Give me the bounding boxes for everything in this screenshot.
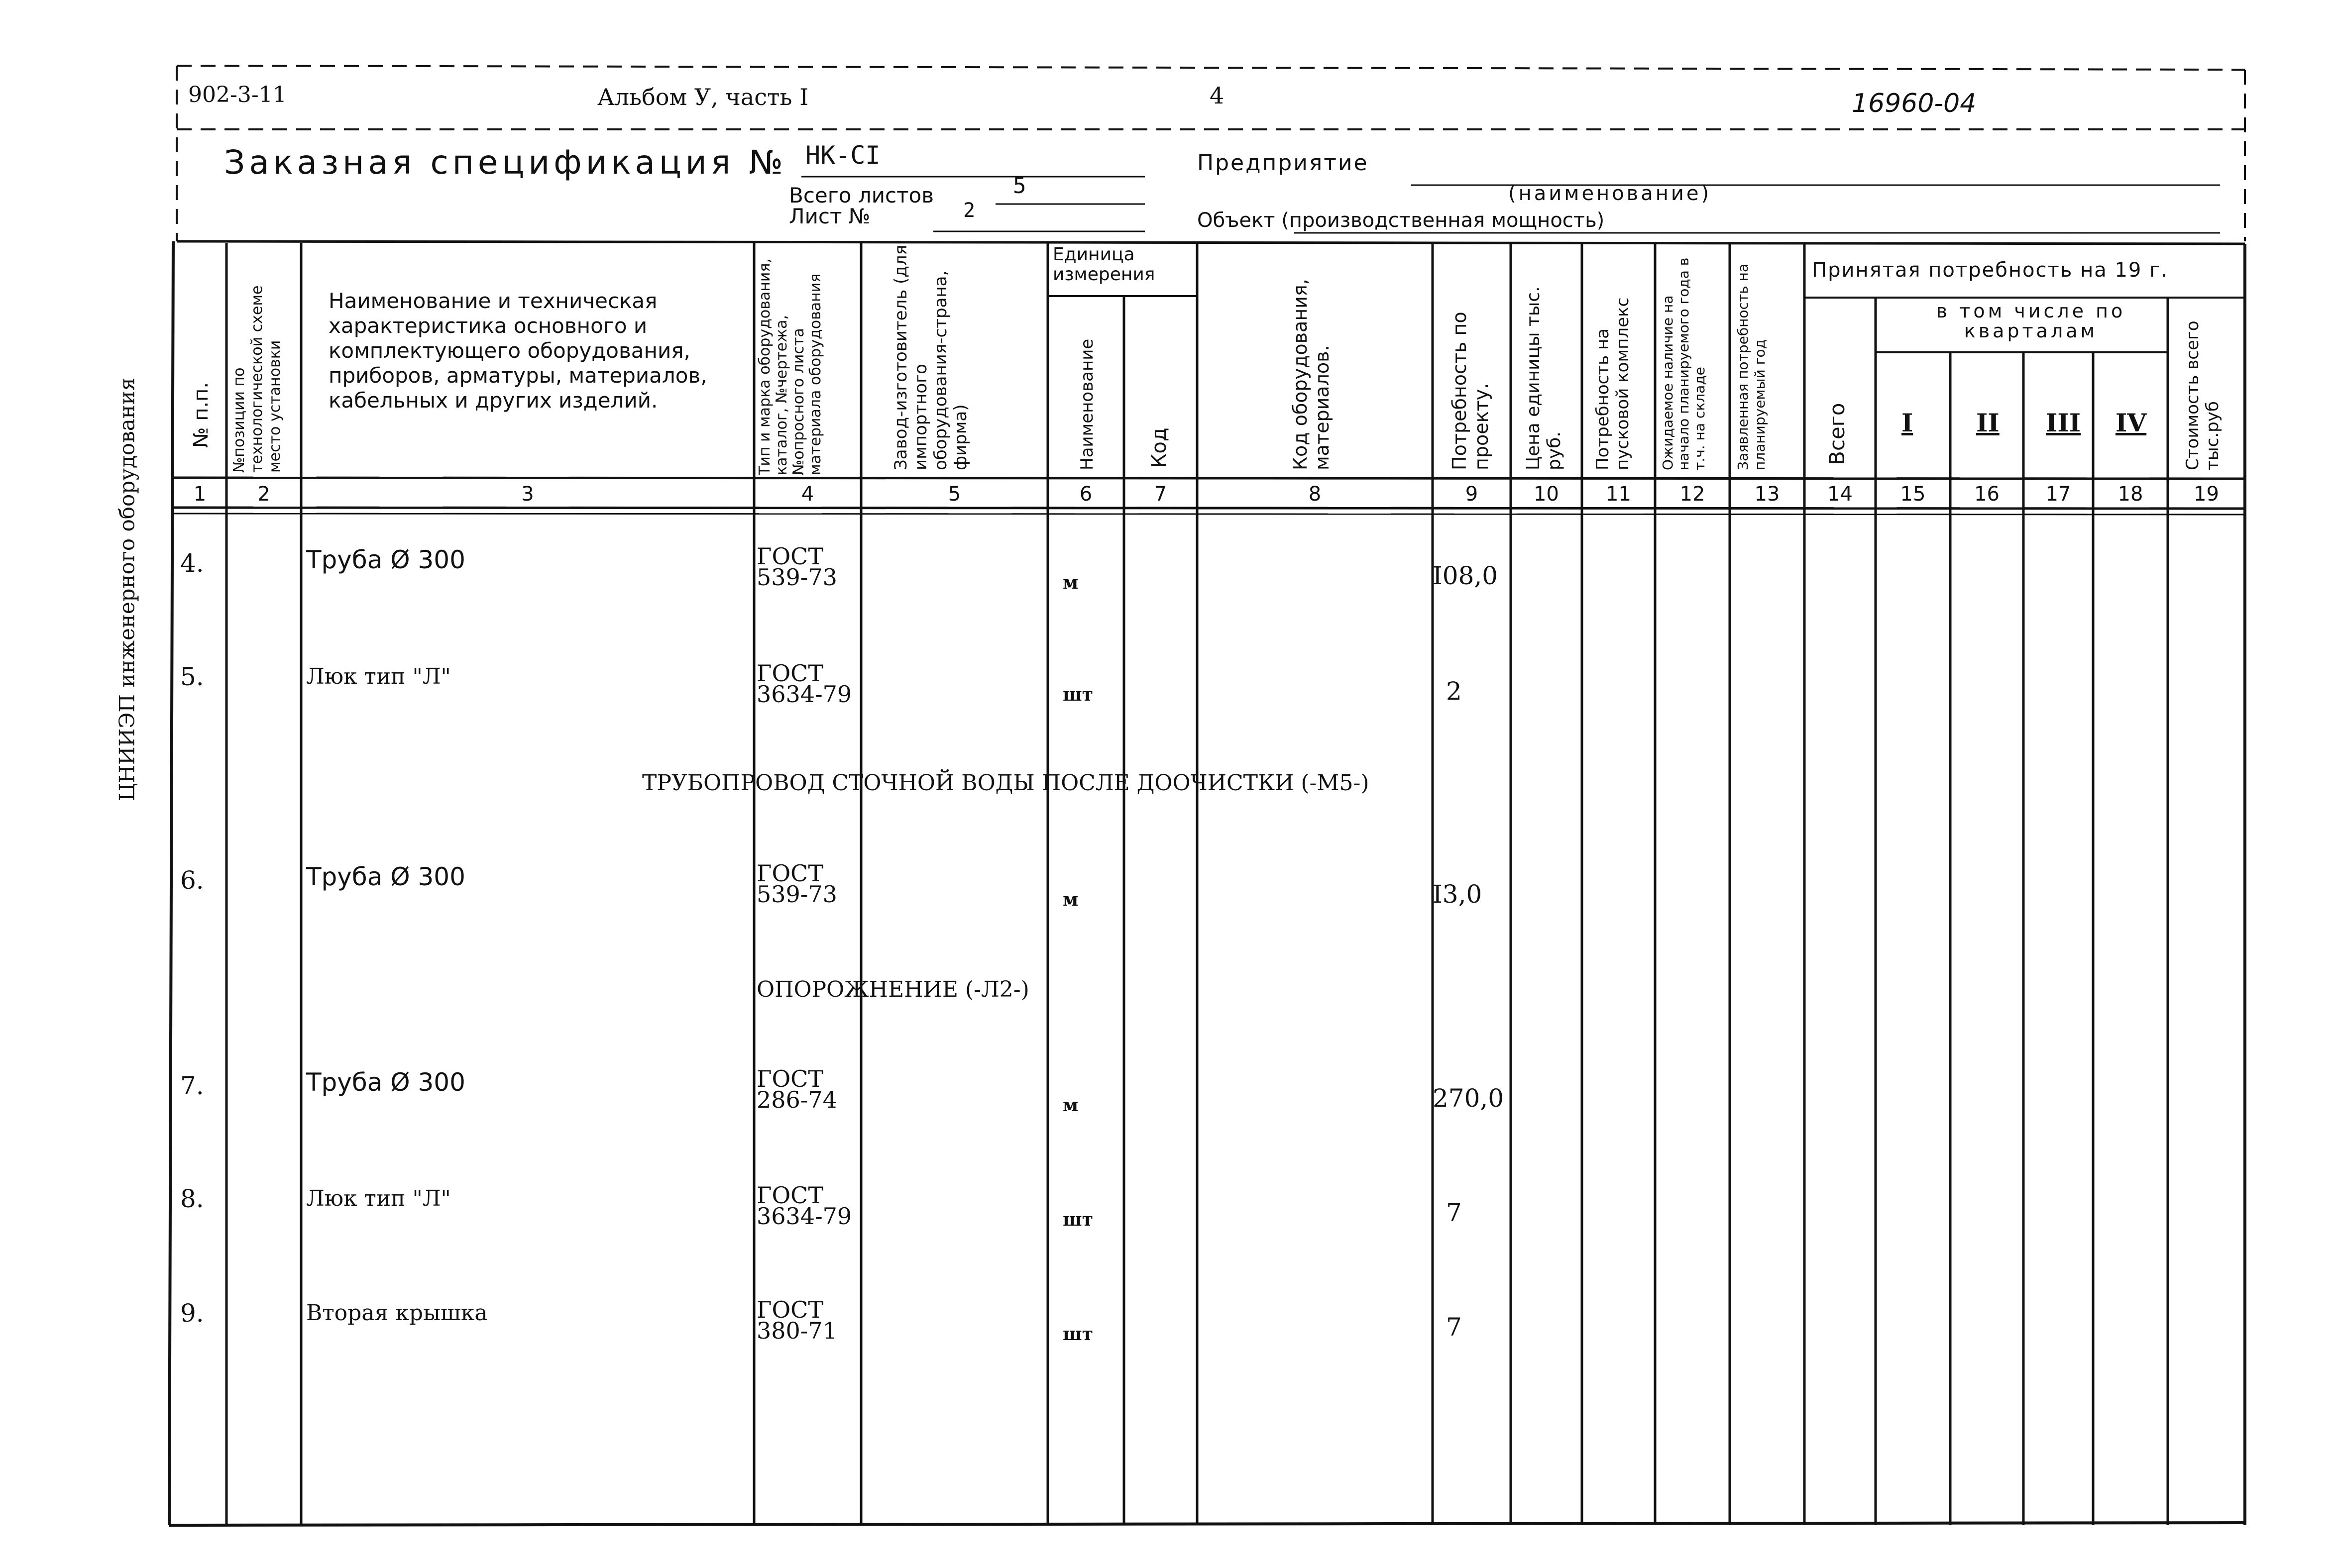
item-name: Люк тип "Л" — [306, 1186, 451, 1211]
col-number: 7 — [1154, 483, 1167, 506]
gost-number: 380-71 — [757, 1317, 837, 1344]
spec-title: Заказная спецификация № — [224, 143, 787, 182]
gost-label: ГОСТ — [757, 1182, 824, 1209]
col-6-header: Наименование — [1077, 338, 1097, 470]
col-8-header: Код оборудования, материалов. — [1289, 279, 1333, 470]
col-18-header: IV — [2115, 408, 2147, 437]
col-number: 18 — [2117, 483, 2143, 506]
row-number: 8. — [180, 1184, 204, 1213]
sheet-label: Лист № — [789, 204, 871, 228]
gost-number: 539-73 — [757, 881, 837, 908]
col-9-header: Потребность по проекту. — [1448, 312, 1492, 470]
quantity: I08,0 — [1433, 561, 1498, 590]
col-17-header: III — [2046, 408, 2081, 437]
unit: шт — [1063, 1209, 1093, 1230]
col-number: 19 — [2194, 483, 2219, 506]
col-1-header: № п.п. — [190, 382, 213, 448]
col-5-header: Завод-изготовитель (для импортного оборудования-страна, фирма) — [891, 244, 971, 470]
col-number: 14 — [1827, 483, 1853, 506]
col-12-header: Ожидаемое наличие на начало планируемого года в т.ч. на складе — [1660, 257, 1708, 470]
col-number: 9 — [1465, 483, 1478, 506]
gost-number: 3634-79 — [757, 1203, 852, 1230]
col-4-header: Тип и марка оборудования, каталог, №чертежа, №опросного листа материала оборудования — [756, 258, 824, 475]
object-label: Объект (производственная мощность) — [1197, 209, 1605, 232]
unit: м — [1063, 572, 1079, 593]
section-header: ОПОРОЖНЕНИЕ (-Л2-) — [757, 977, 1029, 1002]
row-number: 4. — [180, 549, 204, 578]
col-16-header: II — [1976, 408, 2000, 437]
quantity: 270,0 — [1433, 1084, 1504, 1113]
col-10-header: Цена единицы тыс. руб. — [1523, 286, 1564, 470]
item-name: Труба Ø 300 — [306, 862, 465, 891]
col-number: 11 — [1606, 483, 1631, 506]
unit: шт — [1063, 1324, 1093, 1345]
gost-number: 286-74 — [757, 1086, 837, 1113]
col-number: 12 — [1679, 483, 1705, 506]
quantity: I3,0 — [1433, 880, 1482, 909]
unit-group-header: Единица измерения — [1053, 244, 1155, 285]
unit: м — [1063, 889, 1079, 910]
col-number: 13 — [1754, 483, 1780, 506]
col-number: 17 — [2045, 483, 2071, 506]
col-number: 6 — [1079, 483, 1093, 506]
gost-label: ГОСТ — [757, 1065, 824, 1092]
gost-label: ГОСТ — [757, 860, 824, 887]
row-number: 6. — [180, 866, 204, 895]
page-number: 4 — [1210, 82, 1225, 109]
enterprise-caption: (наименование) — [1508, 182, 1712, 205]
reference-number: 16960-04 — [1852, 89, 1977, 118]
col-11-header: Потребность на пусковой комплекс — [1593, 297, 1633, 470]
item-name: Труба Ø 300 — [306, 1068, 465, 1097]
gost-label: ГОСТ — [757, 1296, 824, 1323]
gost-label: ГОСТ — [757, 660, 824, 687]
col-number: 10 — [1534, 483, 1559, 506]
col-number: 4 — [801, 483, 814, 506]
row-number: 9. — [180, 1299, 204, 1328]
accepted-header: Принятая потребность на 19 г. — [1812, 259, 2168, 282]
spec-number: НК-CI — [805, 141, 881, 170]
doc-code: 902-3-11 — [188, 82, 287, 107]
sheet-value: 2 — [963, 199, 976, 222]
row-number: 5. — [180, 662, 204, 691]
item-name: Труба Ø 300 — [306, 545, 465, 574]
col-13-header: Заявленная потребность на планируемый год — [1735, 263, 1768, 470]
section-header: ТРУБОПРОВОД СТОЧНОЙ ВОДЫ ПОСЛЕ ДООЧИСТКИ (-М5-) — [642, 770, 1369, 796]
gost-label: ГОСТ — [757, 543, 824, 570]
quantity: 7 — [1446, 1198, 1462, 1227]
quarters-group-header: в том числе по кварталам — [1936, 300, 2126, 342]
total-sheets-value: 5 — [1013, 173, 1026, 199]
item-name: Вторая крышка — [306, 1300, 488, 1326]
side-label: ЦНИИЭП инженерного оборудования — [114, 377, 139, 802]
col-number: 15 — [1900, 483, 1926, 506]
quantity: 7 — [1446, 1313, 1462, 1342]
gost-number: 539-73 — [757, 564, 837, 591]
col-19-header: Стоимость всего тыс.руб — [2183, 320, 2223, 470]
item-name: Люк тип "Л" — [306, 664, 451, 689]
unit: м — [1063, 1095, 1079, 1116]
total-sheets-label: Всего листов — [789, 183, 934, 208]
col-number: 2 — [257, 483, 270, 506]
col-number: 5 — [948, 483, 961, 506]
col-number: 1 — [193, 483, 207, 506]
col-number: 3 — [521, 483, 534, 506]
enterprise-label: Предприятие — [1197, 150, 1369, 176]
col-7-header: Код — [1148, 427, 1171, 468]
col-14-header: Всего — [1825, 403, 1849, 465]
row-number: 7. — [180, 1071, 204, 1100]
col-3-header: Наименование и техническая характеристика основного и комплектующего оборудования, приборов, арматуры, материалов, кабельных и других изделий. — [329, 289, 707, 413]
quantity: 2 — [1446, 677, 1462, 706]
album-label: Альбом У, часть I — [597, 84, 809, 110]
col-number: 16 — [1974, 483, 2000, 506]
col-15-header: I — [1901, 408, 1913, 437]
gost-number: 3634-79 — [757, 681, 852, 708]
col-number: 8 — [1308, 483, 1322, 506]
unit: шт — [1063, 684, 1093, 705]
col-2-header: №позиции по технологической схеме место установки — [230, 285, 284, 473]
